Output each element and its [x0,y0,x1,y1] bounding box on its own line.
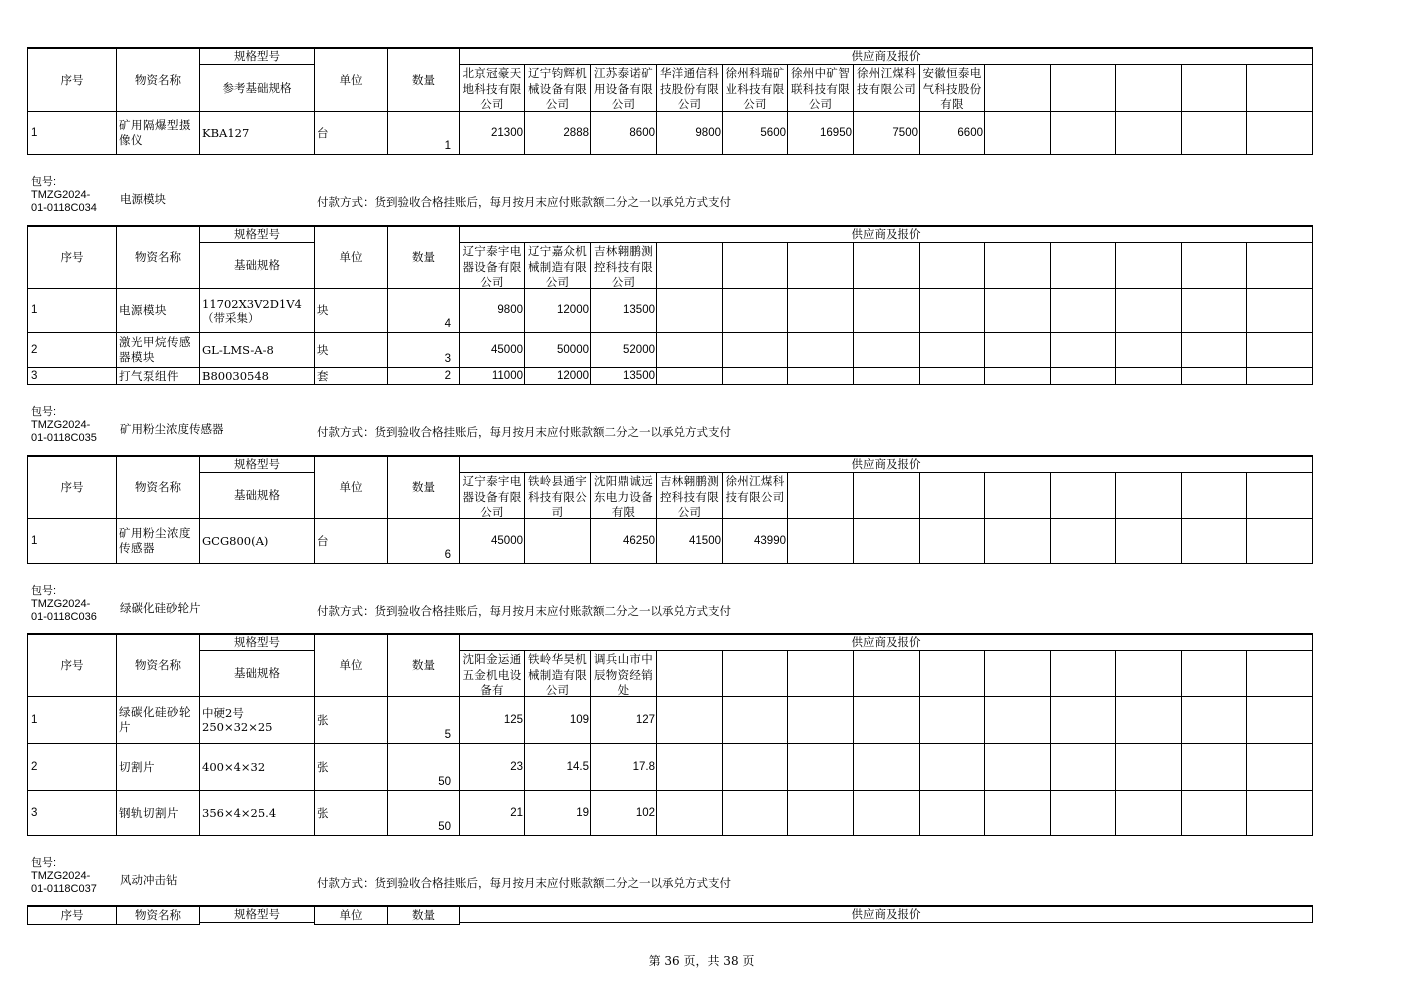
supplier-empty [853,650,920,697]
supplier-name: 辽宁钧辉机械设备有限公司 [524,64,591,112]
row-unit: 张 [314,696,388,744]
header-material-name: 物资名称 [116,455,200,519]
package-name: 矿用粉尘浓度传感器 [120,422,224,436]
row-price-empty [1050,743,1116,791]
row-spec: GCG800(A) [199,518,315,564]
package-label: 包号: [31,585,57,597]
supplier-empty [1246,650,1313,697]
row-price-empty [919,332,985,368]
row-price-empty [656,696,723,744]
row-price-empty [722,743,788,791]
row-price: 5600 [722,111,788,155]
row-price-empty [787,332,854,368]
row-material-name: 矿用隔爆型摄像仪 [116,111,200,155]
row-price-empty [656,288,723,333]
supplier-empty [722,242,788,289]
supplier-name: 安徽恒泰电气科技股份有限 [919,64,985,112]
header-material-name: 物资名称 [116,905,200,925]
package-number-label [31,585,97,624]
page-footer: 第 36 页，共 38 页 [648,954,755,968]
row-unit: 台 [314,111,388,155]
row-price: 43990 [722,518,788,564]
row-material-name: 矿用粉尘浓度传感器 [116,518,200,564]
row-price-empty [1115,743,1182,791]
row-price: 50000 [524,332,591,368]
row-price: 45000 [459,332,525,368]
row-price: 9800 [459,288,525,333]
row-spec: 400×4×32 [199,743,315,791]
supplier-empty [919,242,985,289]
row-price: 12000 [524,367,591,385]
header-seq: 序号 [27,225,117,289]
row-unit: 台 [314,518,388,564]
header-base-spec: 基础规格 [199,650,315,697]
header-seq: 序号 [27,47,117,112]
supplier-name: 沈阳金运通五金机电设备有 [459,650,525,697]
row-quantity: 1 [387,111,460,155]
row-price: 14.5 [524,743,591,791]
header-material-name: 物资名称 [116,633,200,697]
row-price-empty [984,790,1051,836]
supplier-name: 调兵山市中辰物资经销处 [590,650,657,697]
header-base-spec: 基础规格 [199,242,315,289]
row-seq: 3 [27,367,117,385]
row-quantity: 6 [387,518,460,564]
row-seq: 1 [27,696,117,744]
header-unit: 单位 [314,455,388,519]
row-price: 6600 [919,111,985,155]
row-price-empty [787,367,854,385]
row-material-name: 切割片 [116,743,200,791]
supplier-name: 沈阳鼎诚远东电力设备有限 [590,472,657,519]
supplier-empty [787,650,854,697]
supplier-name: 辽宁泰宇电器设备有限公司 [459,472,525,519]
supplier-name: 辽宁嘉众机械制造有限公司 [524,242,591,289]
row-price-empty [722,367,788,385]
row-price-empty [1181,790,1247,836]
supplier-empty [1050,64,1116,112]
supplier-name: 北京冠豪天地科技有限公司 [459,64,525,112]
row-quantity: 50 [387,790,460,836]
row-price-empty [722,790,788,836]
row-spec: 11702X3V2D1V4（带采集） [199,288,315,333]
supplier-empty [1181,650,1247,697]
row-price-empty [1181,696,1247,744]
header-seq: 序号 [27,633,117,697]
row-price-empty [919,518,985,564]
header-seq: 序号 [27,905,117,925]
package-number-line: 01-0118C034 [31,202,97,214]
row-price-empty [984,332,1051,368]
package-label: 包号: [31,406,57,418]
row-price-empty [1246,790,1313,836]
supplier-empty [787,242,854,289]
row-price-empty [1115,518,1182,564]
row-unit: 张 [314,790,388,836]
row-price-empty [1181,111,1247,155]
row-price-empty [853,696,920,744]
row-spec: 中硬2号250×32×25 [199,696,315,744]
supplier-empty [1181,242,1247,289]
row-seq: 1 [27,518,117,564]
row-price: 16950 [787,111,854,155]
package-number-line: 01-0118C037 [31,883,97,895]
row-price-empty [853,367,920,385]
supplier-empty [1181,64,1247,112]
package-name: 电源模块 [120,192,166,206]
header-spec-model: 规格型号 [199,47,315,65]
row-price-empty [787,743,854,791]
supplier-empty [1181,472,1247,519]
row-material-name: 绿碳化硅砂轮片 [116,696,200,744]
supplier-empty [1115,64,1182,112]
package-number-label [31,406,97,445]
package-number-line: TMZG2024- [31,189,91,201]
supplier-empty [1050,650,1116,697]
supplier-empty [984,472,1051,519]
package-number-line: TMZG2024- [31,419,91,431]
row-price-empty [1115,332,1182,368]
header-quantity: 数量 [387,905,460,925]
row-price-empty [984,367,1051,385]
row-price: 13500 [590,367,657,385]
supplier-empty [984,242,1051,289]
supplier-empty [787,472,854,519]
header-material-name: 物资名称 [116,225,200,289]
row-price-empty [656,790,723,836]
row-price-empty [1246,111,1313,155]
row-spec: GL-LMS-A-8 [199,332,315,368]
row-price: 23 [459,743,525,791]
row-price-empty [1181,332,1247,368]
row-price-empty [1050,367,1116,385]
row-spec: B80030548 [199,367,315,385]
payment-terms: 付款方式：货到验收合格挂账后，每月按月末应付账款额二分之一以承兑方式支付 [317,425,731,439]
header-quantity: 数量 [387,225,460,289]
row-unit: 张 [314,743,388,791]
row-price-empty [853,332,920,368]
row-price-empty [1246,696,1313,744]
supplier-empty [1115,242,1182,289]
supplier-name: 徐州江煤科技有限公司 [853,64,920,112]
row-price-empty [787,696,854,744]
row-price-empty [722,288,788,333]
row-seq: 2 [27,743,117,791]
row-price: 13500 [590,288,657,333]
row-price-empty [1246,367,1313,385]
row-price-empty [722,332,788,368]
row-price-empty [1050,332,1116,368]
row-price: 12000 [524,288,591,333]
row-price-empty [1246,518,1313,564]
supplier-name: 吉林翱鹏测控科技有限公司 [590,242,657,289]
row-price-empty [722,696,788,744]
payment-terms: 付款方式：货到验收合格挂账后，每月按月末应付账款额二分之一以承兑方式支付 [317,604,731,618]
row-price [524,518,591,564]
header-spec-model: 规格型号 [199,905,315,923]
supplier-name: 铁岭县通宇科技有限公司 [524,472,591,519]
header-suppliers: 供应商及报价 [459,633,1313,651]
row-seq: 2 [27,332,117,368]
supplier-empty [1050,242,1116,289]
row-price-empty [656,367,723,385]
row-price-empty [656,743,723,791]
row-price-empty [919,367,985,385]
supplier-name: 辽宁泰宇电器设备有限公司 [459,242,525,289]
payment-terms: 付款方式：货到验收合格挂账后，每月按月末应付账款额二分之一以承兑方式支付 [317,195,731,209]
header-spec-model: 规格型号 [199,455,315,473]
header-base-spec: 参考基础规格 [199,64,315,112]
header-suppliers: 供应商及报价 [459,47,1313,65]
row-seq: 1 [27,111,117,155]
package-number-line: TMZG2024- [31,598,91,610]
header-material-name: 物资名称 [116,47,200,112]
row-spec: KBA127 [199,111,315,155]
supplier-empty [1246,64,1313,112]
row-quantity: 2 [387,367,460,385]
row-price: 102 [590,790,657,836]
row-price: 2888 [524,111,591,155]
row-price-empty [984,743,1051,791]
row-price: 21300 [459,111,525,155]
row-unit: 块 [314,288,388,333]
row-price-empty [853,288,920,333]
row-price: 19 [524,790,591,836]
row-price-empty [919,288,985,333]
supplier-name: 徐州中矿智联科技有限公司 [787,64,854,112]
header-suppliers: 供应商及报价 [459,905,1313,923]
supplier-name: 江苏泰诺矿用设备有限公司 [590,64,657,112]
row-price-empty [787,288,854,333]
row-price: 11000 [459,367,525,385]
package-label: 包号: [31,176,57,188]
package-number-label [31,857,97,896]
header-unit: 单位 [314,633,388,697]
row-price: 41500 [656,518,723,564]
row-price: 46250 [590,518,657,564]
supplier-name: 铁岭华昊机械制造有限公司 [524,650,591,697]
supplier-empty [1246,242,1313,289]
header-base-spec: 基础规格 [199,472,315,519]
supplier-name: 徐州江煤科技有限公司 [722,472,788,519]
row-price-empty [1050,790,1116,836]
row-price-empty [1115,111,1182,155]
row-price-empty [919,696,985,744]
row-unit: 套 [314,367,388,385]
row-quantity: 5 [387,696,460,744]
supplier-name: 华洋通信科技股份有限公司 [656,64,723,112]
row-price-empty [787,518,854,564]
header-seq: 序号 [27,455,117,519]
header-spec-model: 规格型号 [199,633,315,651]
row-price-empty [1181,367,1247,385]
row-quantity: 4 [387,288,460,333]
supplier-empty [919,650,985,697]
supplier-empty [1115,650,1182,697]
row-price-empty [787,790,854,836]
header-suppliers: 供应商及报价 [459,225,1313,243]
row-price-empty [1115,790,1182,836]
row-spec: 356×4×25.4 [199,790,315,836]
row-price-empty [984,288,1051,333]
row-price-empty [1181,743,1247,791]
row-seq: 1 [27,288,117,333]
row-price: 127 [590,696,657,744]
row-price-empty [1181,288,1247,333]
row-price-empty [919,790,985,836]
row-price-empty [1050,288,1116,333]
package-label: 包号: [31,857,57,869]
supplier-empty [984,650,1051,697]
payment-terms: 付款方式：货到验收合格挂账后，每月按月末应付账款额二分之一以承兑方式支付 [317,876,731,890]
row-quantity: 3 [387,332,460,368]
row-price: 9800 [656,111,723,155]
row-price: 45000 [459,518,525,564]
row-price-empty [853,518,920,564]
row-quantity: 50 [387,743,460,791]
supplier-empty [853,472,920,519]
supplier-empty [722,650,788,697]
row-price-empty [1050,518,1116,564]
row-price-empty [984,696,1051,744]
row-price-empty [1050,111,1116,155]
supplier-empty [984,64,1051,112]
supplier-name: 徐州科瑞矿业科技有限公司 [722,64,788,112]
row-price-empty [1246,743,1313,791]
row-price-empty [1115,288,1182,333]
row-price-empty [656,332,723,368]
row-material-name: 激光甲烷传感器模块 [116,332,200,368]
row-seq: 3 [27,790,117,836]
header-quantity: 数量 [387,455,460,519]
row-price-empty [984,518,1051,564]
row-price: 109 [524,696,591,744]
header-unit: 单位 [314,47,388,112]
row-price: 52000 [590,332,657,368]
row-price-empty [1181,518,1247,564]
row-price-empty [853,743,920,791]
header-quantity: 数量 [387,47,460,112]
header-unit: 单位 [314,905,388,925]
header-spec-model: 规格型号 [199,225,315,243]
package-name: 绿碳化硅砂轮片 [120,601,201,615]
row-price-empty [1115,696,1182,744]
row-price: 8600 [590,111,657,155]
header-quantity: 数量 [387,633,460,697]
row-price-empty [1115,367,1182,385]
row-price-empty [1246,288,1313,333]
supplier-name: 吉林翱鹏测控科技有限公司 [656,472,723,519]
row-price-empty [984,111,1051,155]
package-number-line: 01-0118C035 [31,432,97,444]
row-price: 7500 [853,111,920,155]
row-price-empty [853,790,920,836]
row-price: 17.8 [590,743,657,791]
row-material-name: 打气泵组件 [116,367,200,385]
row-price-empty [1050,696,1116,744]
row-price: 21 [459,790,525,836]
supplier-empty [1246,472,1313,519]
package-number-line: 01-0118C036 [31,611,97,623]
row-price: 125 [459,696,525,744]
package-number-label [31,176,97,215]
package-name: 风动冲击钻 [120,873,178,887]
supplier-empty [1050,472,1116,519]
supplier-empty [656,650,723,697]
row-unit: 块 [314,332,388,368]
header-suppliers: 供应商及报价 [459,455,1313,473]
row-material-name: 钢轨切割片 [116,790,200,836]
header-unit: 单位 [314,225,388,289]
row-price-empty [1246,332,1313,368]
row-price-empty [919,743,985,791]
package-number-line: TMZG2024- [31,870,91,882]
supplier-empty [1115,472,1182,519]
supplier-empty [853,242,920,289]
row-material-name: 电源模块 [116,288,200,333]
supplier-empty [656,242,723,289]
supplier-empty [919,472,985,519]
